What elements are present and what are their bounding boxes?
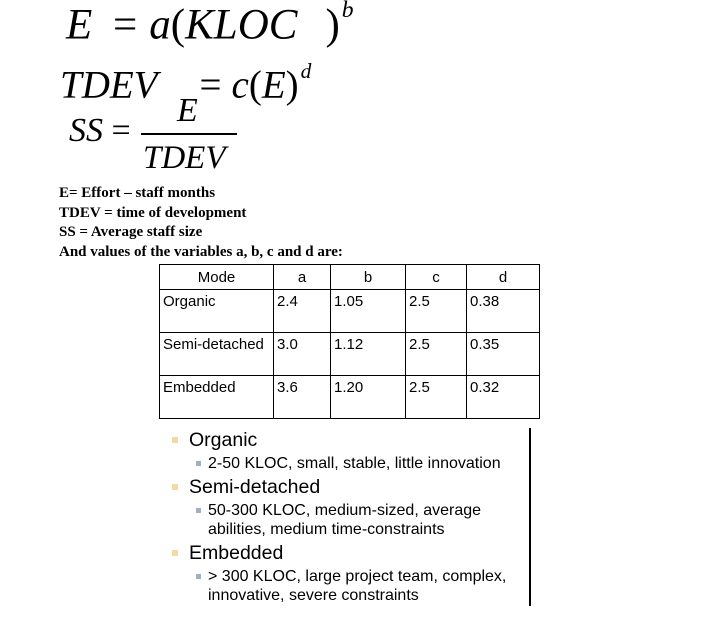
cell-a: 2.4 xyxy=(274,290,331,333)
mode-item-semi-detached xyxy=(172,475,529,499)
definition-effort: E= Effort – staff months xyxy=(59,185,216,201)
square-bullet-icon xyxy=(172,437,178,443)
header-c: c xyxy=(406,265,467,290)
coefficients-table xyxy=(159,264,540,419)
cell-mode: Semi-detached xyxy=(160,333,274,376)
square-bullet-icon xyxy=(172,550,178,556)
square-bullet-icon xyxy=(196,574,201,579)
square-bullet-icon xyxy=(196,508,201,513)
mode-name: Embedded xyxy=(189,542,284,564)
cell-b: 1.20 xyxy=(331,376,406,419)
cell-mode: Embedded xyxy=(160,376,274,419)
cell-d: 0.32 xyxy=(467,376,540,419)
tdev-formula: TDEV = $c(E)^d$ xyxy=(60,59,312,107)
table-row xyxy=(160,333,540,376)
effort-formula: E = a(KLOC )$^b$ xyxy=(66,0,354,49)
cell-c: 2.5 xyxy=(406,376,467,419)
mode-detail: 2-50 KLOC, small, stable, little innovation xyxy=(208,455,501,472)
mode-detail-embedded xyxy=(172,567,529,605)
table-row xyxy=(160,376,540,419)
mode-detail-semi-detached xyxy=(172,501,529,539)
cell-c: 2.5 xyxy=(406,290,467,333)
ss-denominator: TDEV xyxy=(143,140,226,176)
definition-ss: SS = Average staff size xyxy=(59,224,203,240)
cell-d: 0.35 xyxy=(467,333,540,376)
cell-b: 1.05 xyxy=(331,290,406,333)
mode-item-organic xyxy=(172,428,529,452)
header-b: b xyxy=(331,265,406,290)
mode-descriptions xyxy=(172,428,531,606)
mode-name: Semi-detached xyxy=(189,476,321,498)
variable-definitions xyxy=(59,184,343,262)
square-bullet-icon xyxy=(172,484,178,490)
square-bullet-icon xyxy=(196,461,201,466)
cell-c: 2.5 xyxy=(406,333,467,376)
cell-a: 3.6 xyxy=(274,376,331,419)
mode-detail: 50-300 KLOC, medium-sized, average abilities, medium time-constraints xyxy=(208,502,482,538)
fraction-bar xyxy=(141,133,237,135)
definition-intro: And values of the variables a, b, c and d are: xyxy=(59,243,343,260)
mode-detail-organic xyxy=(172,454,529,473)
header-d: d xyxy=(467,265,540,290)
cell-mode: Organic xyxy=(160,290,274,333)
cell-b: 1.12 xyxy=(331,333,406,376)
definition-tdev: TDEV = time of development xyxy=(59,204,247,221)
mode-name: Organic xyxy=(189,429,258,451)
header-a: a xyxy=(274,265,331,290)
cell-d: 0.38 xyxy=(467,290,540,333)
mode-detail: > 300 KLOC, large project team, complex, innovative, severe constraints xyxy=(208,568,507,604)
table-row xyxy=(160,290,540,333)
table-header-row xyxy=(160,265,540,290)
header-mode: Mode xyxy=(160,265,274,290)
cell-a: 3.0 xyxy=(274,333,331,376)
ss-numerator: E xyxy=(177,92,198,129)
mode-item-embedded xyxy=(172,541,529,565)
